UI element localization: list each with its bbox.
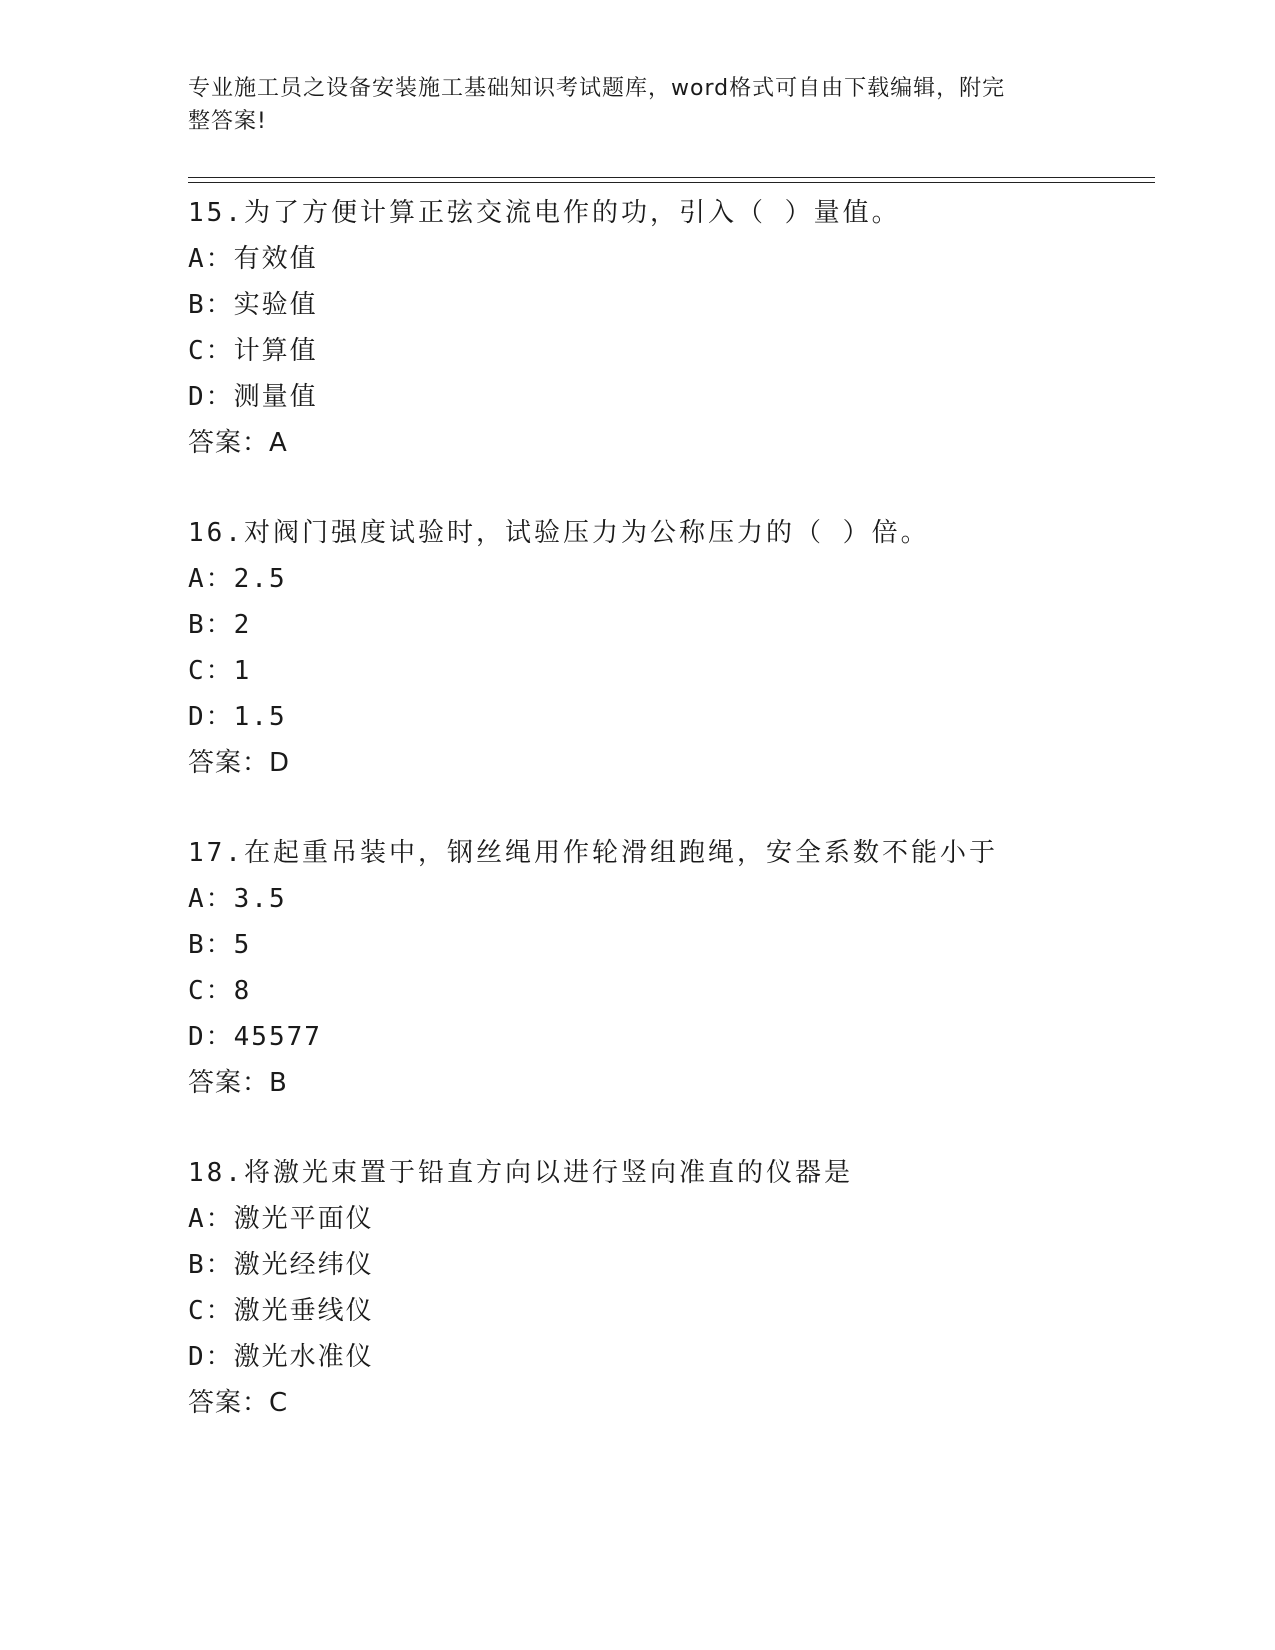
question-block — [188, 830, 1148, 1106]
option-a: A：2.5 — [188, 564, 287, 594]
option-d: D：1.5 — [188, 702, 287, 732]
option-b: B：激光经纬仪 — [188, 1250, 374, 1280]
option-c: C：1 — [188, 656, 252, 686]
question-block — [188, 510, 1148, 786]
question-stem: 18.将激光束置于铅直方向以进行竖向准直的仪器是 — [188, 1158, 853, 1188]
question-block — [188, 1150, 1148, 1426]
option-b: B：2 — [188, 610, 252, 640]
header-line-1: 专业施工员之设备安装施工基础知识考试题库，word格式可自由下载编辑，附完 — [188, 76, 1006, 101]
question-block — [188, 190, 1148, 466]
option-a: A：有效值 — [188, 244, 318, 274]
answer-line: 答案：A — [188, 428, 288, 458]
document-header — [188, 72, 1068, 138]
answer-line: 答案：D — [188, 748, 291, 778]
answer-line: 答案：B — [188, 1068, 288, 1098]
question-stem: 15.为了方便计算正弦交流电作的功，引入（ ）量值。 — [188, 198, 901, 228]
option-c: C：计算值 — [188, 336, 318, 366]
option-d: D：激光水准仪 — [188, 1342, 374, 1372]
option-c: C：激光垂线仪 — [188, 1296, 374, 1326]
header-divider-bottom — [188, 182, 1155, 183]
header-divider-top — [188, 177, 1155, 178]
option-d: D：测量值 — [188, 382, 318, 412]
header-line-2: 整答案! — [188, 109, 267, 134]
option-b: B：实验值 — [188, 290, 318, 320]
question-stem: 16.对阀门强度试验时，试验压力为公称压力的（ ）倍。 — [188, 518, 930, 548]
option-a: A：3.5 — [188, 884, 287, 914]
answer-line: 答案：C — [188, 1388, 289, 1418]
option-b: B：5 — [188, 930, 252, 960]
option-d: D：45577 — [188, 1022, 322, 1052]
question-stem: 17.在起重吊装中，钢丝绳用作轮滑组跑绳，安全系数不能小于 — [188, 838, 998, 868]
option-a: A：激光平面仪 — [188, 1204, 374, 1234]
option-c: C：8 — [188, 976, 252, 1006]
